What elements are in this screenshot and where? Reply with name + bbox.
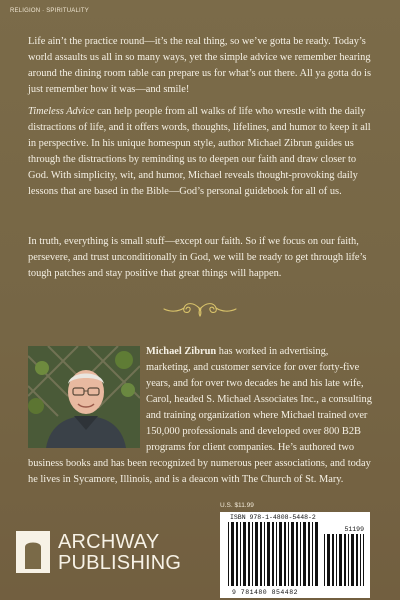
barcode-bar xyxy=(279,522,282,586)
barcode-bar xyxy=(284,522,286,586)
barcode-bar xyxy=(351,534,354,586)
author-name: Michael Zibrun xyxy=(146,346,217,357)
barcode-bar xyxy=(363,534,364,586)
publisher-name-line2: PUBLISHING xyxy=(58,552,182,574)
barcode-panel xyxy=(220,512,370,598)
barcode-bar xyxy=(288,522,289,586)
barcode-bar xyxy=(272,522,274,586)
book-title-italic: Timeless Advice xyxy=(28,106,95,117)
barcode-bar xyxy=(348,534,349,586)
barcode-bar xyxy=(248,522,250,586)
isbn-label: ISBN 978-1-4808-5448-2 xyxy=(230,514,316,521)
barcode-bar xyxy=(315,522,318,586)
barcode-bar xyxy=(255,522,258,586)
author-bio xyxy=(28,344,374,488)
intro-paragraph: Life ain’t the practice round—it’s the real thing, so we’ve gotta be ready. Today’s world assaults us all in so many ways, yet the simple advice we remember hearing around the dining room table can prepare us for what’s out there. All ya gotta do is just remember how it was—and smile! xyxy=(28,36,372,95)
publisher-logo xyxy=(16,531,196,583)
price-label: U.S. $11.99 xyxy=(220,502,254,509)
barcode-bar xyxy=(264,522,265,586)
publisher-name-line1: ARCHWAY xyxy=(58,531,160,553)
barcode-bar xyxy=(327,534,330,586)
barcode-bar xyxy=(240,522,241,586)
barcode-bar xyxy=(336,534,337,586)
barcode-bar xyxy=(324,534,325,586)
barcode-bar xyxy=(228,522,229,586)
barcode-bar xyxy=(308,522,310,586)
addon-digits: 51199 xyxy=(344,526,364,533)
barcode-bar xyxy=(291,522,294,586)
ornament-flourish-icon xyxy=(162,300,238,318)
description-paragraph xyxy=(28,104,374,200)
barcode-digits: 9 781480 854482 xyxy=(232,589,299,596)
barcode-block xyxy=(220,502,370,598)
barcode-bar xyxy=(252,522,253,586)
price-addon-barcode xyxy=(324,534,364,586)
barcode-bar xyxy=(303,522,306,586)
barcode-bar xyxy=(356,534,358,586)
barcode-bar xyxy=(267,522,270,586)
barcode-bar xyxy=(276,522,277,586)
barcode-bar xyxy=(344,534,346,586)
barcode-bar xyxy=(312,522,313,586)
barcode-bar xyxy=(300,522,301,586)
barcode-bar xyxy=(339,534,342,586)
barcode-bar xyxy=(243,522,246,586)
barcode-bar xyxy=(360,534,361,586)
barcode-bar xyxy=(260,522,262,586)
description-text: can help people from all walks of life who wrestle with the daily distractions of life, and it offers words, thoughts, lifelines, and humor to keep it all in perspective. In his unique homespun style, author Michael Zibrun guides us through the distractions by reminding us to deepen our faith and draw closer to God. With simplicity, wit, and humor, Michael reveals thought-provoking daily lessons that are based in the Bible—God’s personal guidebook for all of us. xyxy=(28,106,371,197)
barcode-bar xyxy=(236,522,238,586)
archway-icon xyxy=(16,531,50,573)
barcode-bar xyxy=(231,522,234,586)
author-bio-text: has worked in advertising, marketing, and customer service for over forty-five years, and for over two decades he and his late wife, Carol, headed S. Michael Associates Inc., a consulting and training organization where Michael trained over 150,000 professionals and developed over 800 B2B programs for client companies. He’s authored two business books and has been recognized by numerous peer associations, and today he lives in Sycamore, Illinois, and is a deacon with The Church of St. Mary. xyxy=(28,346,372,485)
barcode-bar xyxy=(296,522,298,586)
faith-paragraph: In truth, everything is small stuff—except our faith. So if we focus on our faith, persevere, and trust unconditionally in God, we will be ready to get through life’s tough patches and stay positive that great things will happen. xyxy=(28,236,367,279)
barcode-bar xyxy=(332,534,334,586)
category-label: RELIGION · SPIRITUALITY xyxy=(10,8,89,14)
isbn-barcode xyxy=(228,522,320,586)
